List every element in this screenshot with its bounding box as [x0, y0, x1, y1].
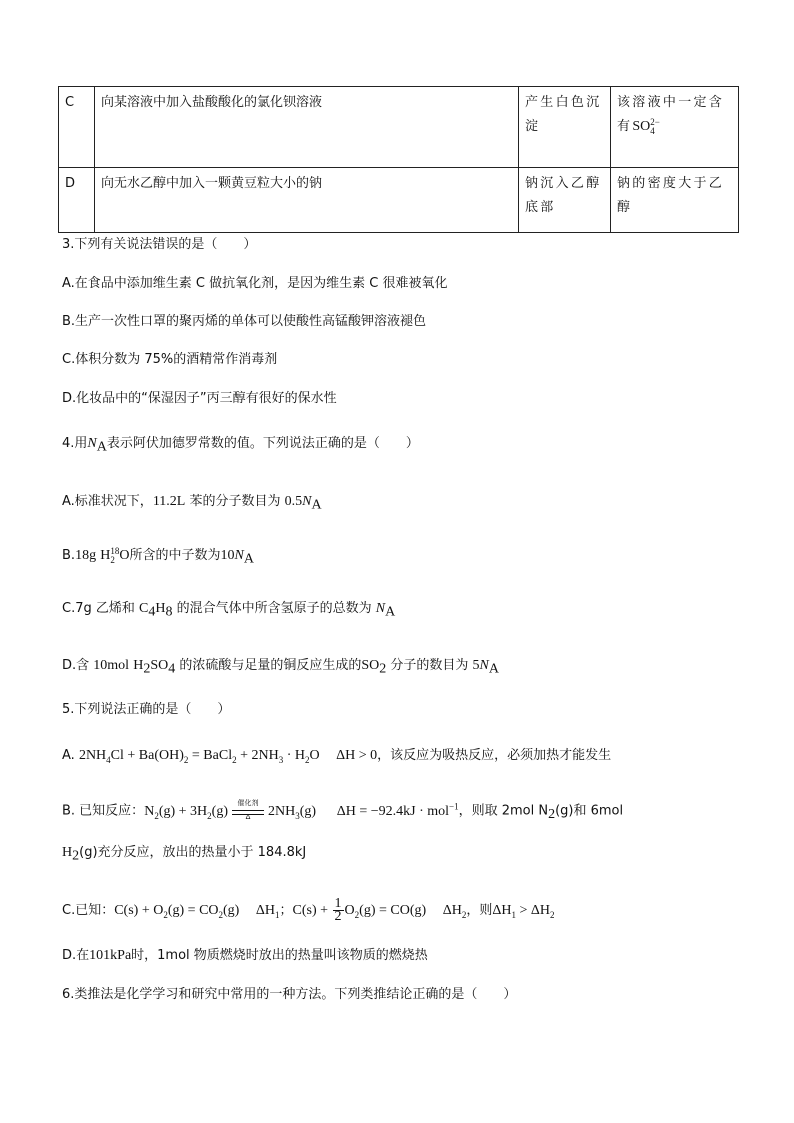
phenomenon-cell: 钠沉入乙醇底部 — [519, 168, 611, 233]
q3-option-c: C.体积分数为 75%的酒精常作消毒剂 — [62, 352, 278, 367]
q4-option-a: A.标准状况下，11.2L 苯的分子数目为 $0.5N_A$ — [62, 494, 322, 513]
one-half-fraction: $\frac{1}{2}$ — [334, 896, 342, 924]
operation-cell: 向某溶液中加入盐酸酸化的氯化钡溶液 — [95, 87, 519, 168]
q6-stem: 6.类推法是化学学习和研究中常用的一种方法。下列类推结论正确的是（ ） — [62, 987, 517, 1002]
q5-option-c: C.已知：$C(s) + O_2(g) = CO_2(g)$ $\Delta H_1$；C(s) + $\frac{1}{2}$ $O_2(g) = CO(g)$ $\Delta H_2$，则$\Delta H_1 > \Delta H_2$ — [62, 896, 555, 924]
q3-option-b: B.生产一次性口罩的聚丙烯的单体可以使酸性高锰酸钾溶液褪色 — [62, 314, 427, 329]
q3-stem: 3.下列有关说法错误的是（ ） — [62, 237, 257, 252]
sulfate-formula: SO 2− 4 — [632, 116, 660, 136]
table-row — [59, 168, 739, 233]
q3-option-a: A.在食品中添加维生素 C 做抗氧化剂，是因为维生素 C 很难被氧化 — [62, 276, 448, 291]
q5-option-b: B. 已知反应：$N_2(g) + 3H_2(g)$ 催化剂 Δ $2NH_3(g)$ ΔH = −92.4kJ · mol$^{-1}$，则取 2mol $N_2(g)$和 6mol — [62, 799, 624, 823]
q5-option-a: A. $2NH_4Cl + Ba(OH)_2$ = BaCl$_2$ + $2NH_3 \cdot H_2O$ ΔH > 0，该反应为吸热反应，必须加热才能发生 — [62, 748, 612, 765]
experiment-table — [58, 86, 739, 233]
conclusion-cell — [611, 87, 739, 168]
q4-option-b: B.18g H 18 2 O所含的中子数为$10N_A$ — [62, 545, 254, 567]
q5-option-b-continued: $H_2(g)$充分反应，放出的热量小于 184.8kJ — [62, 845, 307, 864]
table-row — [59, 87, 739, 168]
conclusion-text: 该溶液中一定含有 — [617, 95, 725, 134]
q4-stem: 4.用$N_A$表示阿伏加德罗常数的值。下列说法正确的是（ ） — [62, 436, 419, 455]
reversible-arrow-icon: 催化剂 Δ — [228, 801, 268, 821]
q3-option-d: D.化妆品中的“保湿因子”丙三醇有很好的保水性 — [62, 391, 337, 406]
q5-stem: 5.下列说法正确的是（ ） — [62, 702, 231, 717]
q5-option-d: D.在101kPa时，1mol 物质燃烧时放出的热量叫该物质的燃烧热 — [62, 948, 428, 963]
phenomenon-cell: 产生白色沉淀 — [519, 87, 611, 168]
row-label: D — [59, 168, 95, 233]
operation-cell: 向无水乙醇中加入一颗黄豆粒大小的钠 — [95, 168, 519, 233]
q4-option-d: D.含 10mol $H_2SO_4$ 的浓硫酸与足量的铜反应生成的$SO_2$ 分子的数目为 $5N_A$ — [62, 658, 500, 677]
row-label: C — [59, 87, 95, 168]
q4-option-c: C.7g 乙烯和 $C_4H_8$ 的混合气体中所含氢原子的总数为 $N_A$ — [62, 601, 396, 620]
conclusion-cell: 钠的密度大于乙醇 — [611, 168, 739, 233]
